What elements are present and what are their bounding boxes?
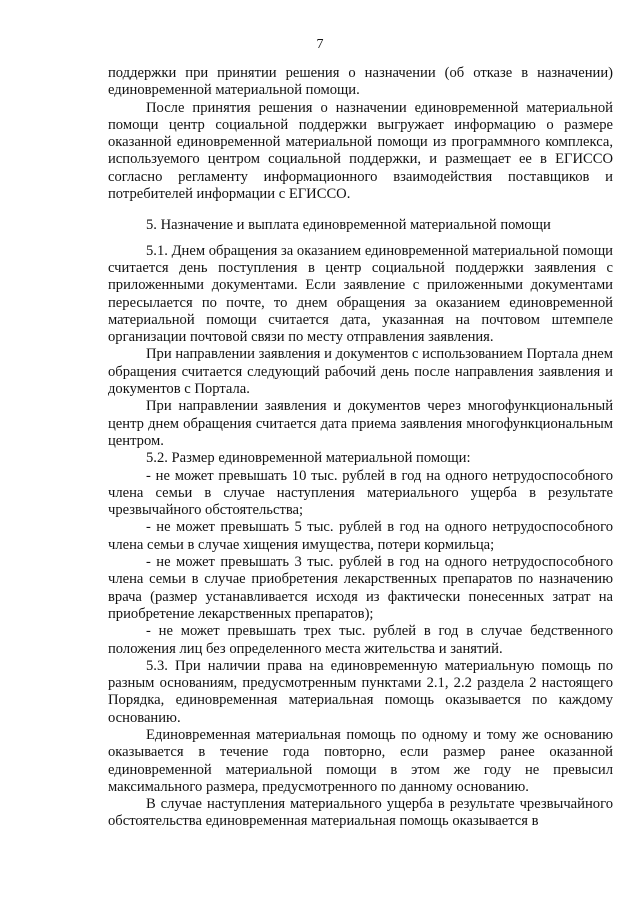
paragraph-portal: При направлении заявления и документов с использованием Портала днем обращения считается следующий рабочий день после направления заявления и документов с Портала.	[108, 346, 613, 398]
paragraph-repeat-aid: Единовременная материальная помощь по одному и тому же основанию оказывается в течение года повторно, если размер ранее оказанной единовременной материальной помощи в этом же году не превысил максимального размера, предусмотренного по данному основанию.	[108, 726, 613, 795]
list-item-homeless: - не может превышать трех тыс. рублей в год в случае бедственного положения лиц без определенного места жительства и занятий.	[108, 623, 613, 657]
page-number: 7	[316, 37, 324, 52]
list-item-10k: - не может превышать 10 тыс. рублей в год на одного нетрудоспособного члена семьи в случае наступления материального ущерба в результате чрезвычайного обстоятельства;	[108, 467, 613, 519]
paragraph-5-3: 5.3. При наличии права на единовременную материальную помощь по разным основаниям, предусмотренным пунктами 2.1, 2.2 раздела 2 настоящего Порядка, единовременная материальная помощь оказывается по каждому основанию.	[108, 657, 613, 726]
list-item-5k: - не может превышать 5 тыс. рублей в год на одного нетрудоспособного члена семьи в случае хищения имущества, потери кормильца;	[108, 519, 613, 553]
paragraph-5-1: 5.1. Днем обращения за оказанием единовременной материальной помощи считается день поступления в центр социальной поддержки заявления с приложенными документами. Если заявление с приложенными документами пересылается по почте, то днем обращения за оказанием единовременной материальной помощи считается дата, указанная на почтовом штемпеле организации почтовой связи по месту отправления заявления.	[108, 242, 613, 346]
list-item-3k: - не может превышать 3 тыс. рублей в год на одного нетрудоспособного члена семьи в случае приобретения лекарственных препаратов по назначению врача (размер устанавливается исходя из фактически понесенных затрат на приобретение лекарственных препаратов);	[108, 554, 613, 622]
paragraph-egisso-upload: После принятия решения о назначении единовременной материальной помощи центр социальной поддержки выгружает информацию о размере оказанной единовременной материальной помощи из программного комплекса, используемого центром социальной поддержки, и размещает ее в ЕГИССО согласно регламенту информационного взаимодействия поставщиков и потребителей информации с ЕГИССО.	[108, 99, 613, 203]
paragraph-emergency: В случае наступления материального ущерба в результате чрезвычайного обстоятельства единовременная материальная помощь оказывается в	[108, 796, 613, 830]
paragraph-mfc: При направлении заявления и документов через многофункциональный центр днем обращения считается дата приема заявления многофункциональным центром.	[108, 398, 613, 449]
document-body	[108, 65, 613, 831]
paragraph-5-2: 5.2. Размер единовременной материальной помощи:	[146, 450, 471, 467]
paragraph-continuation: поддержки при принятии решения о назначении (об отказе в назначении) единовременной материальной помощи.	[108, 65, 613, 99]
section-heading: 5. Назначение и выплата единовременной материальной помощи	[146, 217, 551, 234]
